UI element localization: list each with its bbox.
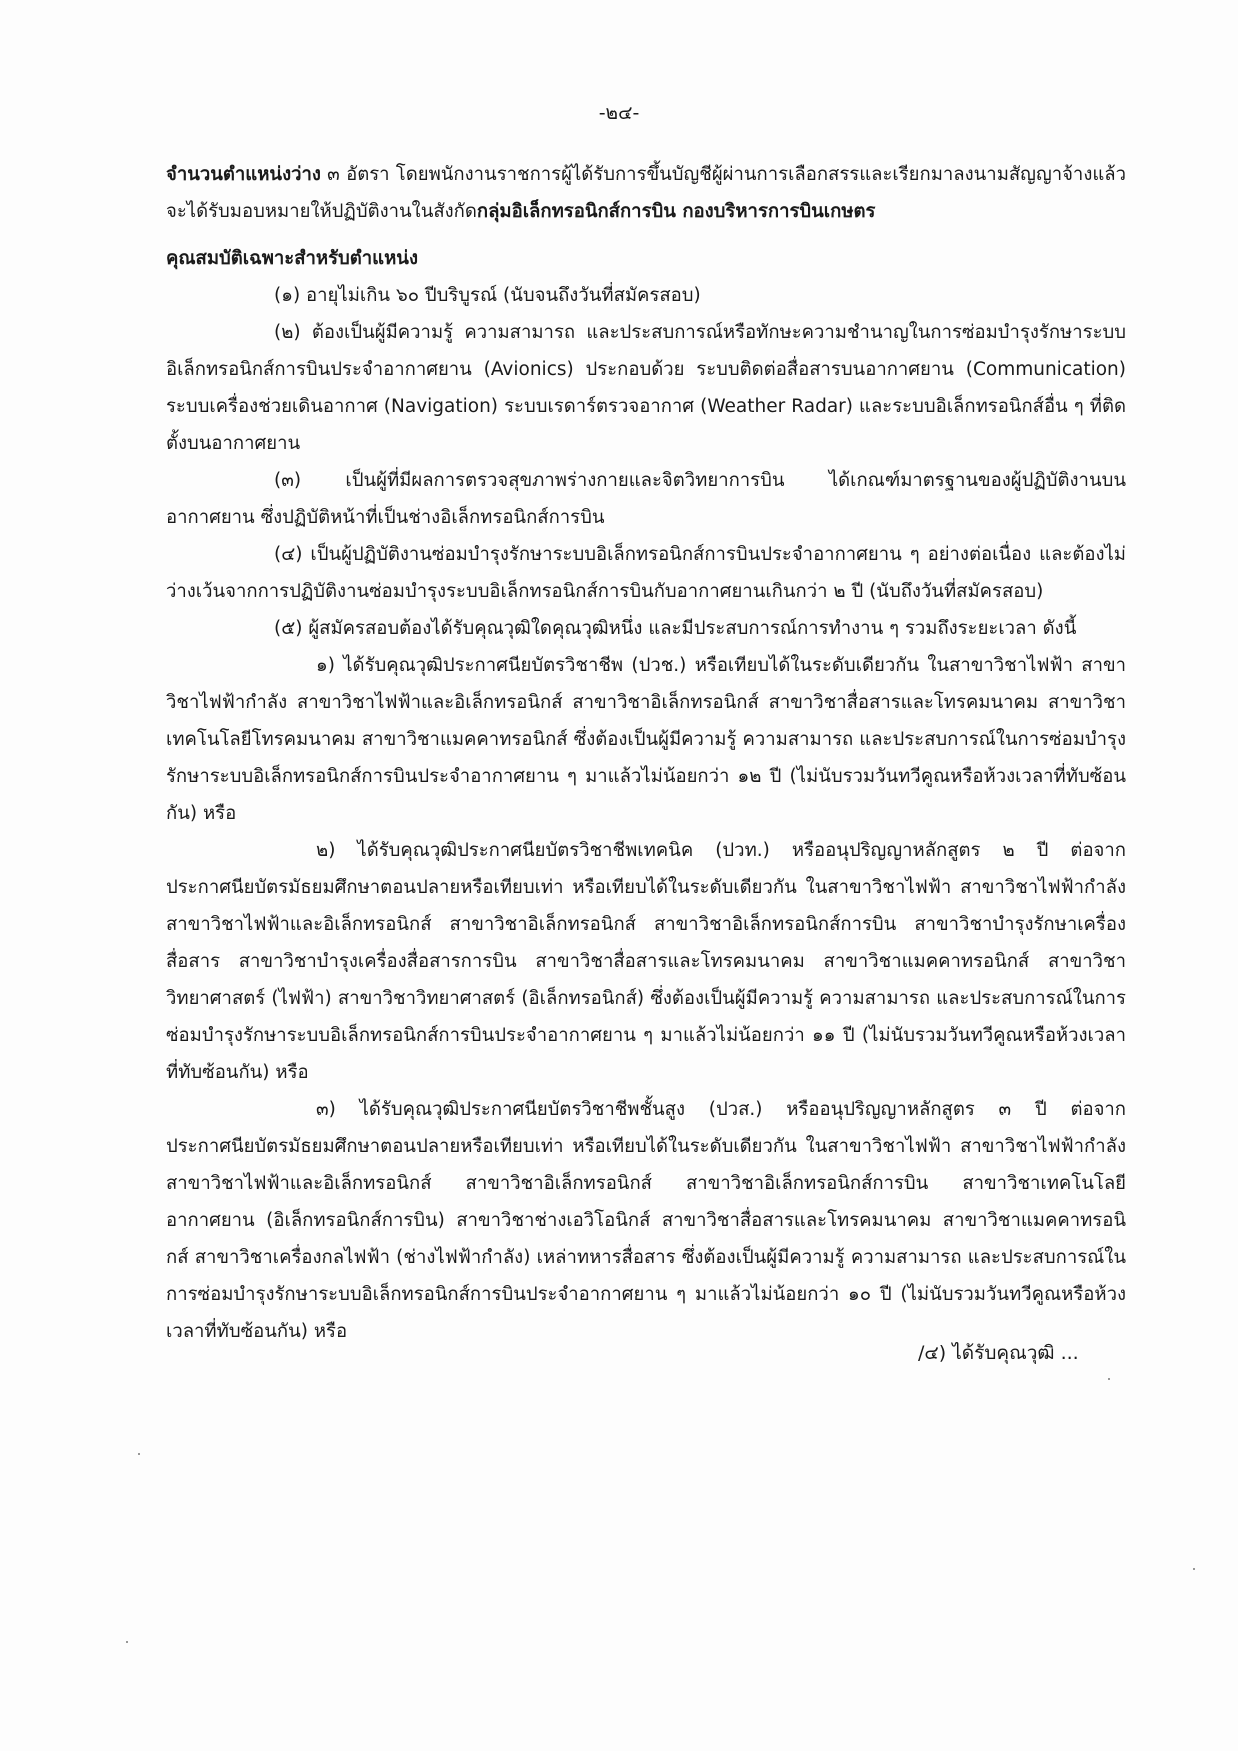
qualifications-heading: คุณสมบัติเฉพาะสำหรับตำแหน่ง bbox=[166, 248, 418, 269]
scan-speck bbox=[1108, 1378, 1110, 1380]
qualification-item-5: (๕) ผู้สมัครสอบต้องได้รับคุณวุฒิใดคุณวุฒิหนึ่ง และมีประสบการณ์การทำงาน ๆ รวมถึงระยะเวลา ดังนี้ bbox=[274, 618, 1077, 639]
qualification-item-2: (๒) ต้องเป็นผู้มีความรู้ ความสามารถ และประสบการณ์หรือทักษะความชำนาญในการซ่อมบำรุงรักษาระบบอิเล็กทรอนิกส์การบินประจำอากาศยาน (Avionics) ประกอบด้วย ระบบติดต่อสื่อสารบนอากาศยาน (Communication) ระบบเครื่องช่วยเดินอากาศ (Navigation) ระบบเรดาร์ตรวจอากาศ (Weather Radar) และระบบอิเล็กทรอนิกส์อื่น ๆ ที่ติดตั้งบนอากาศยาน bbox=[166, 322, 1126, 454]
page-number: -๒๔- bbox=[598, 102, 640, 124]
scan-speck bbox=[1193, 1568, 1195, 1570]
qualification-item-1: (๑) อายุไม่เกิน ๖๐ ปีบริบูรณ์ (นับจนถึงวันที่สมัครสอบ) bbox=[274, 285, 701, 306]
scan-speck bbox=[138, 1453, 140, 1455]
vacancy-text: ๓ อัตรา โดยพนักงานราชการผู้ได้รับการขึ้นบัญชีผู้ผ่านการเลือกสรรและเรียกมาลงนามสัญญาจ้างแล้ว จะได้รับมอบหมายให้ปฏิบัติงานในสังกัด bbox=[166, 164, 1126, 222]
document-body bbox=[166, 156, 1126, 1350]
qualification-item-4: (๔) เป็นผู้ปฏิบัติงานซ่อมบำรุงรักษาระบบอิเล็กทรอนิกส์การบินประจำอากาศยาน ๆ อย่างต่อเนื่อง และต้องไม่ว่างเว้นจากการปฏิบัติงานซ่อมบำรุงระบบอิเล็กทรอนิกส์การบินกับอากาศยานเกินกว่า ๒ ปี (นับถึงวันที่สมัครสอบ) bbox=[166, 544, 1126, 602]
continuation-note: /๔) ได้รับคุณวุฒิ ... bbox=[918, 1342, 1079, 1364]
degree-option-1: ๑) ได้รับคุณวุฒิประกาศนียบัตรวิชาชีพ (ปวช.) หรือเทียบได้ในระดับเดียวกัน ในสาขาวิชาไฟฟ้า สาขาวิชาไฟฟ้ากำลัง สาขาวิชาไฟฟ้าและอิเล็กทรอนิกส์ สาขาวิชาอิเล็กทรอนิกส์ สาขาวิชาสื่อสารและโทรคมนาคม สาขาวิชาเทคโนโลยีโทรคมนาคม สาขาวิชาแมคคาทรอนิกส์ ซึ่งต้องเป็นผู้มีความรู้ ความสามารถ และประสบการณ์ในการซ่อมบำรุงรักษาระบบอิเล็กทรอนิกส์การบินประจำอากาศยาน ๆ มาแล้วไม่น้อยกว่า ๑๒ ปี (ไม่นับรวมวันทวีคูณหรือห้วงเวลาที่ทับซ้อนกัน) หรือ bbox=[166, 655, 1126, 824]
degree-option-2: ๒) ได้รับคุณวุฒิประกาศนียบัตรวิชาชีพเทคนิค (ปวท.) หรืออนุปริญญาหลักสูตร ๒ ปี ต่อจากประกาศนียบัตรมัธยมศึกษาตอนปลายหรือเทียบเท่า หรือเทียบได้ในระดับเดียวกัน ในสาขาวิชาไฟฟ้า สาขาวิชาไฟฟ้ากำลัง สาขาวิชาไฟฟ้าและอิเล็กทรอนิกส์ สาขาวิชาอิเล็กทรอนิกส์ สาขาวิชาอิเล็กทรอนิกส์การบิน สาขาวิชาบำรุงรักษาเครื่องสื่อสาร สาขาวิชาบำรุงเครื่องสื่อสารการบิน สาขาวิชาสื่อสารและโทรคมนาคม สาขาวิชาแมคคาทรอนิกส์ สาขาวิชาวิทยาศาสตร์ (ไฟฟ้า) สาขาวิชาวิทยาศาสตร์ (อิเล็กทรอนิกส์) ซึ่งต้องเป็นผู้มีความรู้ ความสามารถ และประสบการณ์ในการซ่อมบำรุงรักษาระบบอิเล็กทรอนิกส์การบินประจำอากาศยาน ๆ มาแล้วไม่น้อยกว่า ๑๑ ปี (ไม่นับรวมวันทวีคูณหรือห้วงเวลาที่ทับซ้อนกัน) หรือ bbox=[166, 840, 1126, 1083]
vacancy-paragraph bbox=[166, 156, 1126, 230]
vacancy-lead: จำนวนตำแหน่งว่าง bbox=[166, 164, 321, 185]
organization-name: กลุ่มอิเล็กทรอนิกส์การบิน กองบริหารการบินเกษตร bbox=[476, 201, 876, 222]
scan-speck bbox=[126, 1641, 128, 1643]
degree-option-3: ๓) ได้รับคุณวุฒิประกาศนียบัตรวิชาชีพชั้นสูง (ปวส.) หรืออนุปริญญาหลักสูตร ๓ ปี ต่อจากประกาศนียบัตรมัธยมศึกษาตอนปลายหรือเทียบเท่า หรือเทียบได้ในระดับเดียวกัน ในสาขาวิชาไฟฟ้า สาขาวิชาไฟฟ้ากำลัง สาขาวิชาไฟฟ้าและอิเล็กทรอนิกส์ สาขาวิชาอิเล็กทรอนิกส์ สาขาวิชาอิเล็กทรอนิกส์การบิน สาขาวิชาเทคโนโลยีอากาศยาน (อิเล็กทรอนิกส์การบิน) สาขาวิชาช่างเอวิโอนิกส์ สาขาวิชาสื่อสารและโทรคมนาคม สาขาวิชาแมคคาทรอนิกส์ สาขาวิชาเครื่องกลไฟฟ้า (ช่างไฟฟ้ากำลัง) เหล่าทหารสื่อสาร ซึ่งต้องเป็นผู้มีความรู้ ความสามารถ และประสบการณ์ในการซ่อมบำรุงรักษาระบบอิเล็กทรอนิกส์การบินประจำอากาศยาน ๆ มาแล้วไม่น้อยกว่า ๑๐ ปี (ไม่นับรวมวันทวีคูณหรือห้วงเวลาที่ทับซ้อนกัน) หรือ bbox=[166, 1099, 1126, 1342]
qualification-item-3: (๓) เป็นผู้ที่มีผลการตรวจสุขภาพร่างกายและจิตวิทยาการบิน ได้เกณฑ์มาตรฐานของผู้ปฏิบัติงานบนอากาศยาน ซึ่งปฏิบัติหน้าที่เป็นช่างอิเล็กทรอนิกส์การบิน bbox=[166, 470, 1126, 528]
